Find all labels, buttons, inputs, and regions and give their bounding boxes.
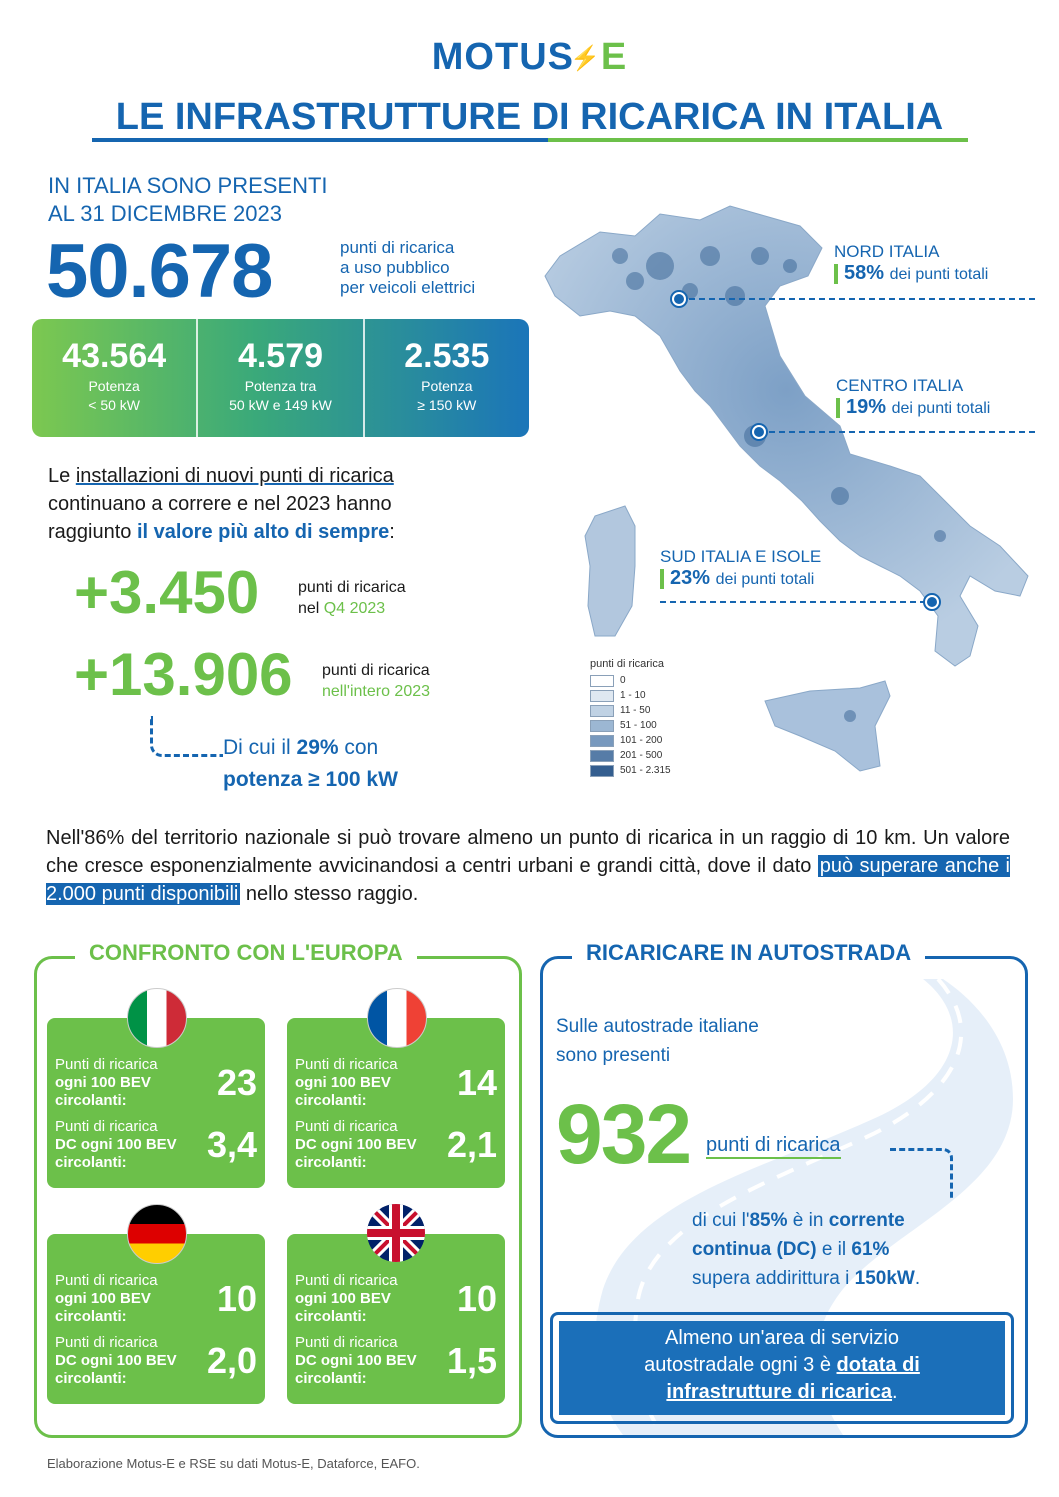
text: DC ogni 100 BEV — [295, 1136, 417, 1153]
row-label — [295, 1334, 435, 1388]
text: DC ogni 100 BEV — [295, 1352, 417, 1369]
text: circolanti: — [55, 1092, 127, 1109]
dashed-connector — [890, 1148, 953, 1199]
value-points: 10 — [456, 1278, 497, 1319]
region-centro — [836, 376, 990, 419]
total-desc-3: per veicoli elettrici — [340, 278, 476, 297]
territory-paragraph — [46, 824, 1010, 908]
value-points: 14 — [456, 1062, 497, 1103]
value-points: 23 — [216, 1062, 257, 1103]
france-flag-icon — [367, 988, 427, 1048]
text: è in — [787, 1210, 829, 1231]
text: supera addirittura i — [692, 1268, 855, 1289]
q4-value: +3.450 — [74, 559, 260, 626]
text: Di cui il — [223, 736, 297, 759]
text: 85% — [749, 1210, 788, 1231]
power-label: 50 kW e 149 kW — [229, 397, 332, 413]
legend-swatch — [590, 675, 614, 687]
text: Punti di ricarica — [295, 1056, 398, 1073]
region-pct: 58% — [844, 262, 885, 284]
row-label — [295, 1272, 435, 1326]
value-dc: 2,0 — [206, 1340, 257, 1381]
region-name: NORD ITALIA — [834, 242, 940, 261]
dicui-text — [223, 732, 398, 796]
row-label — [295, 1056, 435, 1110]
region-nord — [834, 242, 988, 285]
legend-item — [590, 748, 671, 763]
text: DC ogni 100 BEV — [55, 1352, 177, 1369]
text: . — [914, 1268, 921, 1289]
legend-swatch — [590, 750, 614, 762]
text: . — [892, 1381, 898, 1403]
total-desc-2: a uso pubblico — [340, 258, 450, 277]
text: Nell'86% del territorio nazionale si può trovare almeno un punto di ricarica in un raggio di 10 km. Un valore che cresce esponenzialmente avvicinandosi a centri urbani e grandi città, dove il dato — [46, 827, 1010, 877]
region-pct: 19% — [846, 396, 887, 418]
map-sardinia — [585, 506, 635, 636]
intro-line2: AL 31 DICEMBRE 2023 — [48, 201, 282, 226]
legend-label: 1 - 10 — [620, 690, 646, 701]
value-dc: 2,1 — [446, 1124, 497, 1165]
region-sud — [660, 547, 821, 590]
total-desc — [340, 238, 475, 298]
text: circolanti: — [55, 1154, 127, 1171]
text: circolanti: — [55, 1370, 127, 1387]
row-label — [55, 1272, 195, 1326]
legend-item — [590, 688, 671, 703]
text: ogni 100 BEV — [295, 1074, 391, 1091]
text: ogni 100 BEV — [55, 1290, 151, 1307]
region-suffix: dei punti totali — [891, 400, 991, 417]
power-label: < 50 kW — [88, 397, 141, 413]
text: continua (DC) — [692, 1239, 817, 1260]
legend-item — [590, 733, 671, 748]
logo-e: E — [600, 36, 628, 78]
region-pct: 23% — [670, 567, 711, 589]
map-legend — [590, 658, 671, 778]
text: con — [338, 736, 379, 759]
legend-item — [590, 703, 671, 718]
germany-flag-icon — [127, 1204, 187, 1264]
text: Punti di ricarica — [55, 1118, 158, 1135]
dashed-connector — [150, 716, 223, 757]
power-label: Potenza — [88, 378, 140, 394]
text: 61% — [851, 1239, 890, 1260]
legend-label: 51 - 100 — [620, 720, 657, 731]
value-dc: 3,4 — [206, 1124, 257, 1165]
text: Almeno un'area di servizio — [665, 1327, 899, 1349]
power-label: Potenza tra — [244, 378, 317, 394]
text-underlined: installazioni di nuovi punti di ricarica — [75, 465, 394, 487]
dicui-pct: 29% — [296, 736, 339, 759]
autostrada-sub — [692, 1206, 920, 1293]
legend-swatch — [590, 720, 614, 732]
europe-title: CONFRONTO CON L'EUROPA — [75, 940, 417, 966]
dicui-power: potenza ≥ 100 kW — [223, 768, 398, 791]
text-highlight: il valore più alto di sempre — [136, 521, 390, 543]
text: raggiunto — [48, 521, 137, 543]
text: Punti di ricarica — [295, 1272, 398, 1289]
text: Punti di ricarica — [55, 1334, 158, 1351]
power-cell-high — [365, 319, 529, 437]
year-desc — [322, 660, 430, 702]
text: circolanti: — [295, 1370, 367, 1387]
text: Punti di ricarica — [295, 1334, 398, 1351]
growth-paragraph — [48, 462, 508, 546]
text: sono presenti — [556, 1045, 671, 1066]
total-desc-1: punti di ricarica — [340, 238, 455, 257]
text: nello stesso raggio. — [240, 883, 419, 905]
footer-source: Elaborazione Motus-E e RSE su dati Motus-E, Dataforce, EAFO. — [47, 1456, 420, 1471]
year-period: nell'intero 2023 — [322, 683, 431, 700]
service-area-box — [550, 1312, 1014, 1424]
power-breakdown — [32, 319, 529, 437]
value-dc: 1,5 — [446, 1340, 497, 1381]
legend-label: 0 — [620, 675, 626, 686]
row-label — [295, 1118, 435, 1172]
region-name: SUD ITALIA E ISOLE — [660, 547, 822, 566]
value-points: 10 — [216, 1278, 257, 1319]
legend-swatch — [590, 735, 614, 747]
logo — [0, 36, 1059, 79]
year-desc-1: punti di ricarica — [322, 662, 430, 679]
text: Punti di ricarica — [55, 1272, 158, 1289]
legend-item — [590, 763, 671, 778]
year-value: +13.906 — [74, 641, 293, 708]
autostrada-intro — [556, 1012, 759, 1070]
intro-heading — [48, 172, 328, 228]
total-points: 50.678 — [46, 229, 273, 314]
row-label — [55, 1118, 195, 1172]
q4-desc — [298, 577, 406, 619]
text: circolanti: — [295, 1308, 367, 1325]
legend-item — [590, 718, 671, 733]
legend-swatch — [590, 705, 614, 717]
legend-title: punti di ricarica — [590, 658, 664, 670]
text: circolanti: — [295, 1092, 367, 1109]
legend-label: 11 - 50 — [620, 705, 651, 716]
q4-desc-1: punti di ricarica — [298, 579, 406, 596]
autostrada-title: RICARICARE IN AUTOSTRADA — [572, 940, 925, 966]
power-label: ≥ 150 kW — [417, 397, 477, 413]
page-title: LE INFRASTRUTTURE DI RICARICA IN ITALIA — [115, 96, 944, 138]
text: dotata di — [836, 1354, 920, 1376]
power-value: 43.564 — [62, 337, 167, 375]
power-label: Potenza — [421, 378, 473, 394]
logo-text: MOTUS — [431, 36, 574, 78]
text: corrente — [828, 1210, 905, 1231]
text: continuano a correre e nel 2023 hanno — [48, 493, 392, 515]
region-suffix: dei punti totali — [715, 571, 815, 588]
text: infrastrutture di ricarica — [666, 1381, 893, 1403]
service-area-inner — [559, 1321, 1005, 1415]
uk-flag-icon — [367, 1204, 425, 1262]
row-label — [55, 1334, 195, 1388]
legend-swatch — [590, 765, 614, 777]
text: 150kW — [854, 1268, 915, 1289]
power-value: 4.579 — [237, 337, 324, 375]
text: Punti di ricarica — [295, 1118, 398, 1135]
legend-swatch — [590, 690, 614, 702]
text: Punti di ricarica — [55, 1056, 158, 1073]
map-sicily — [765, 681, 890, 771]
region-suffix: dei punti totali — [889, 266, 989, 283]
text-highlight: può superare anche i 2.000 punti disponibili — [46, 855, 1010, 905]
row-label — [55, 1056, 195, 1110]
title-underline-blue — [92, 138, 548, 142]
autostrada-number: 932 — [556, 1087, 691, 1181]
text: ogni 100 BEV — [55, 1074, 151, 1091]
legend-item — [590, 673, 671, 688]
intro-line1: IN ITALIA SONO PRESENTI — [48, 173, 328, 198]
italy-flag-icon — [127, 988, 187, 1048]
text: e il — [816, 1239, 852, 1260]
text: ogni 100 BEV — [295, 1290, 391, 1307]
logo-bolt-icon: ⚡ — [569, 45, 601, 73]
power-cell-mid — [198, 319, 364, 437]
text: di cui l' — [692, 1210, 750, 1231]
autostrada-desc: punti di ricarica — [706, 1134, 841, 1159]
q4-period-green: Q4 2023 — [323, 600, 386, 617]
region-name: CENTRO ITALIA — [836, 376, 964, 395]
q4-period: nel — [298, 600, 324, 617]
text: Le — [48, 465, 76, 487]
power-cell-low — [32, 319, 198, 437]
legend-label: 101 - 200 — [620, 735, 663, 746]
legend-label: 501 - 2.315 — [620, 765, 671, 776]
power-value: 2.535 — [404, 337, 490, 375]
text: autostradale ogni 3 è — [644, 1354, 837, 1376]
text: circolanti: — [55, 1308, 127, 1325]
text: circolanti: — [295, 1154, 367, 1171]
text: Sulle autostrade italiane — [556, 1016, 759, 1037]
text: : — [389, 521, 395, 543]
text: DC ogni 100 BEV — [55, 1136, 177, 1153]
legend-label: 201 - 500 — [620, 750, 663, 761]
